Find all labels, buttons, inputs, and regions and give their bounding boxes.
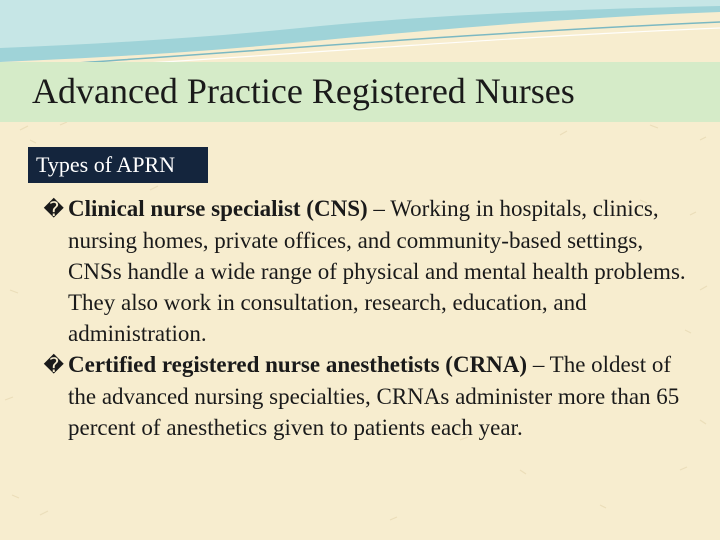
section-subtitle: Types of APRN (28, 147, 208, 183)
bullet-list (30, 193, 690, 443)
bullet-term: Clinical nurse specialist (CNS) (68, 196, 368, 221)
bullet-icon: � (43, 197, 64, 221)
bullet-icon: � (43, 353, 64, 377)
header-wave-decoration (0, 0, 720, 70)
bullet-text: – The oldest of the advanced nursing specialties, CRNAs administer more than 65 percent of anesthetics given to patients each year. (68, 352, 680, 440)
bullet-item-crna (30, 349, 690, 443)
slide-title: Advanced Practice Registered Nurses (32, 71, 575, 111)
bullet-text: – Working in hospitals, clinics, nursing homes, private offices, and community-based settings, CNSs handle a wide range of physical and mental health problems. They also work in consultation, research, education, and administration. (68, 196, 686, 346)
bullet-item-cns (30, 193, 690, 349)
bullet-term: Certified registered nurse anesthetists (CRNA) (68, 352, 528, 377)
